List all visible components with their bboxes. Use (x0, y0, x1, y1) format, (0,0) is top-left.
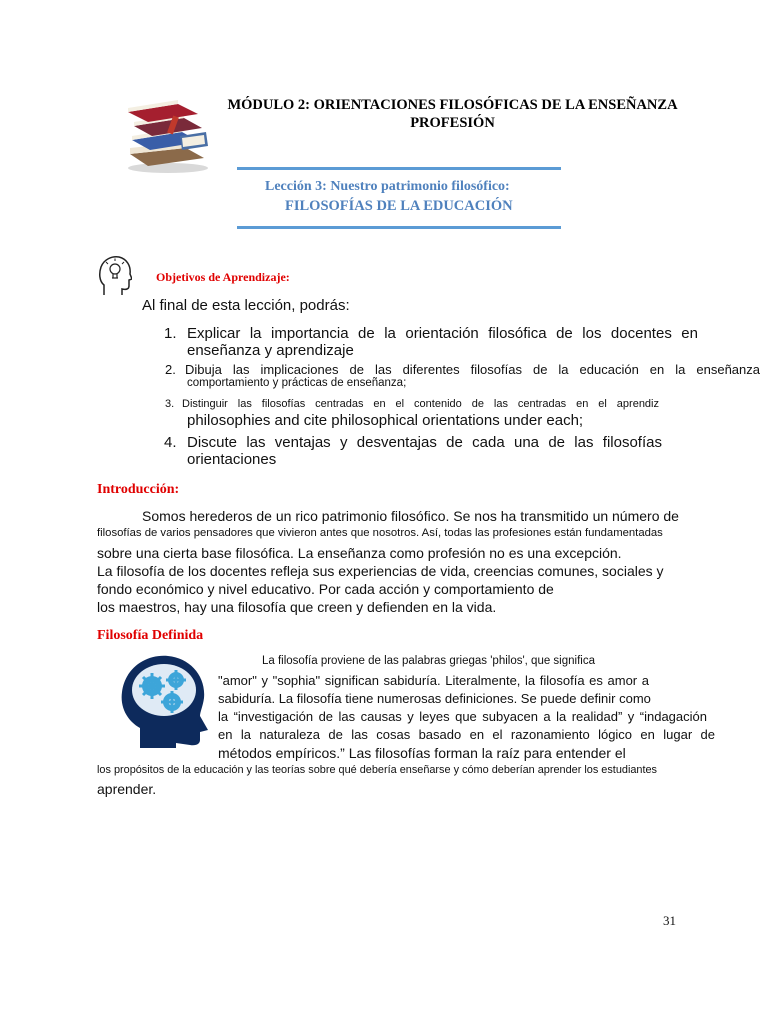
lesson-subtitle: FILOSOFÍAS DE LA EDUCACIÓN (285, 198, 513, 214)
philosophy-line-7: los propósitos de la educación y las teorías sobre qué debería enseñarse y cómo deberían aprender los estudiantes (97, 764, 658, 776)
intro-line-6: los maestros, hay una filosofía que creen y defienden en la vida. (97, 599, 497, 615)
objective-item-2: 2. Dibuja las implicaciones de las diferentes filosofías de la educación en la enseñanza comportamiento y prácticas de enseñanza; (165, 362, 760, 389)
philosophy-line-4: la “investigación de las causas y leyes que subyacen a la realidad” y “indagación (218, 709, 707, 724)
objectives-intro: Al final de esta lección, podrás: (142, 297, 350, 314)
intro-line-5: fondo económico y nivel educativo. Por cada acción y comportamiento de (97, 581, 554, 597)
objectives-heading: Objetivos de Aprendizaje: (156, 270, 290, 284)
lesson-label: Lección 3: Nuestro patrimonio filosófico: (265, 179, 510, 194)
philosophy-line-2: "amor" y "sophia" significan sabiduría. Literalmente, la filosofía es amor a (218, 673, 649, 688)
intro-line-4: La filosofía de los docentes refleja sus experiencias de vida, creencias comunes, sociales y (97, 563, 664, 579)
intro-line-3: sobre una cierta base filosófica. La enseñanza como profesión no es una excepción. (97, 545, 622, 561)
page-number: 31 (663, 913, 676, 928)
objective-item-1: 1. Explicar la importancia de la orientación filosófica de los docentes en enseñanza y aprendizaje (164, 325, 698, 359)
philosophy-line-8: aprender. (97, 781, 157, 797)
top-rule (237, 167, 561, 170)
philosophy-line-5: en la naturaleza de las cosas basado en el razonamiento lógico en lugar de (218, 727, 715, 742)
objective-item-3: 3. Distinguir las filosofías centradas en el contenido de las centradas en el aprendiz philosophies and cite philosophical orientations under each; (165, 398, 659, 429)
objective-item-4: 4. Discute las ventajas y desventajas de cada una de las filosofías orientaciones (164, 434, 662, 468)
philosophy-line-1: La filosofía proviene de las palabras griegas 'philos', que significa (262, 655, 595, 667)
philosophy-line-3: sabiduría. La filosofía tiene numerosas definiciones. Se puede definir como (218, 691, 651, 706)
introduction-heading: Introducción: (97, 482, 180, 497)
bottom-rule (237, 226, 561, 229)
philosophy-line-6: métodos empíricos.” Las filosofías forman la raíz para entender el (218, 745, 626, 761)
intro-line-2: filosofías de varios pensadores que vivieron antes que nosotros. Así, todas las profesiones están fundamentadas (97, 527, 663, 539)
intro-line-1: Somos herederos de un rico patrimonio filosófico. Se nos ha transmitido un número de (142, 508, 679, 524)
module-title: MÓDULO 2: ORIENTACIONES FILOSÓFICAS DE LA ENSEÑANZA PROFESIÓN (227, 97, 678, 131)
books-stack-icon (120, 96, 212, 174)
philosophy-heading: Filosofía Definida (97, 628, 204, 643)
lightbulb-head-icon (98, 255, 132, 297)
head-gears-icon (112, 650, 210, 748)
